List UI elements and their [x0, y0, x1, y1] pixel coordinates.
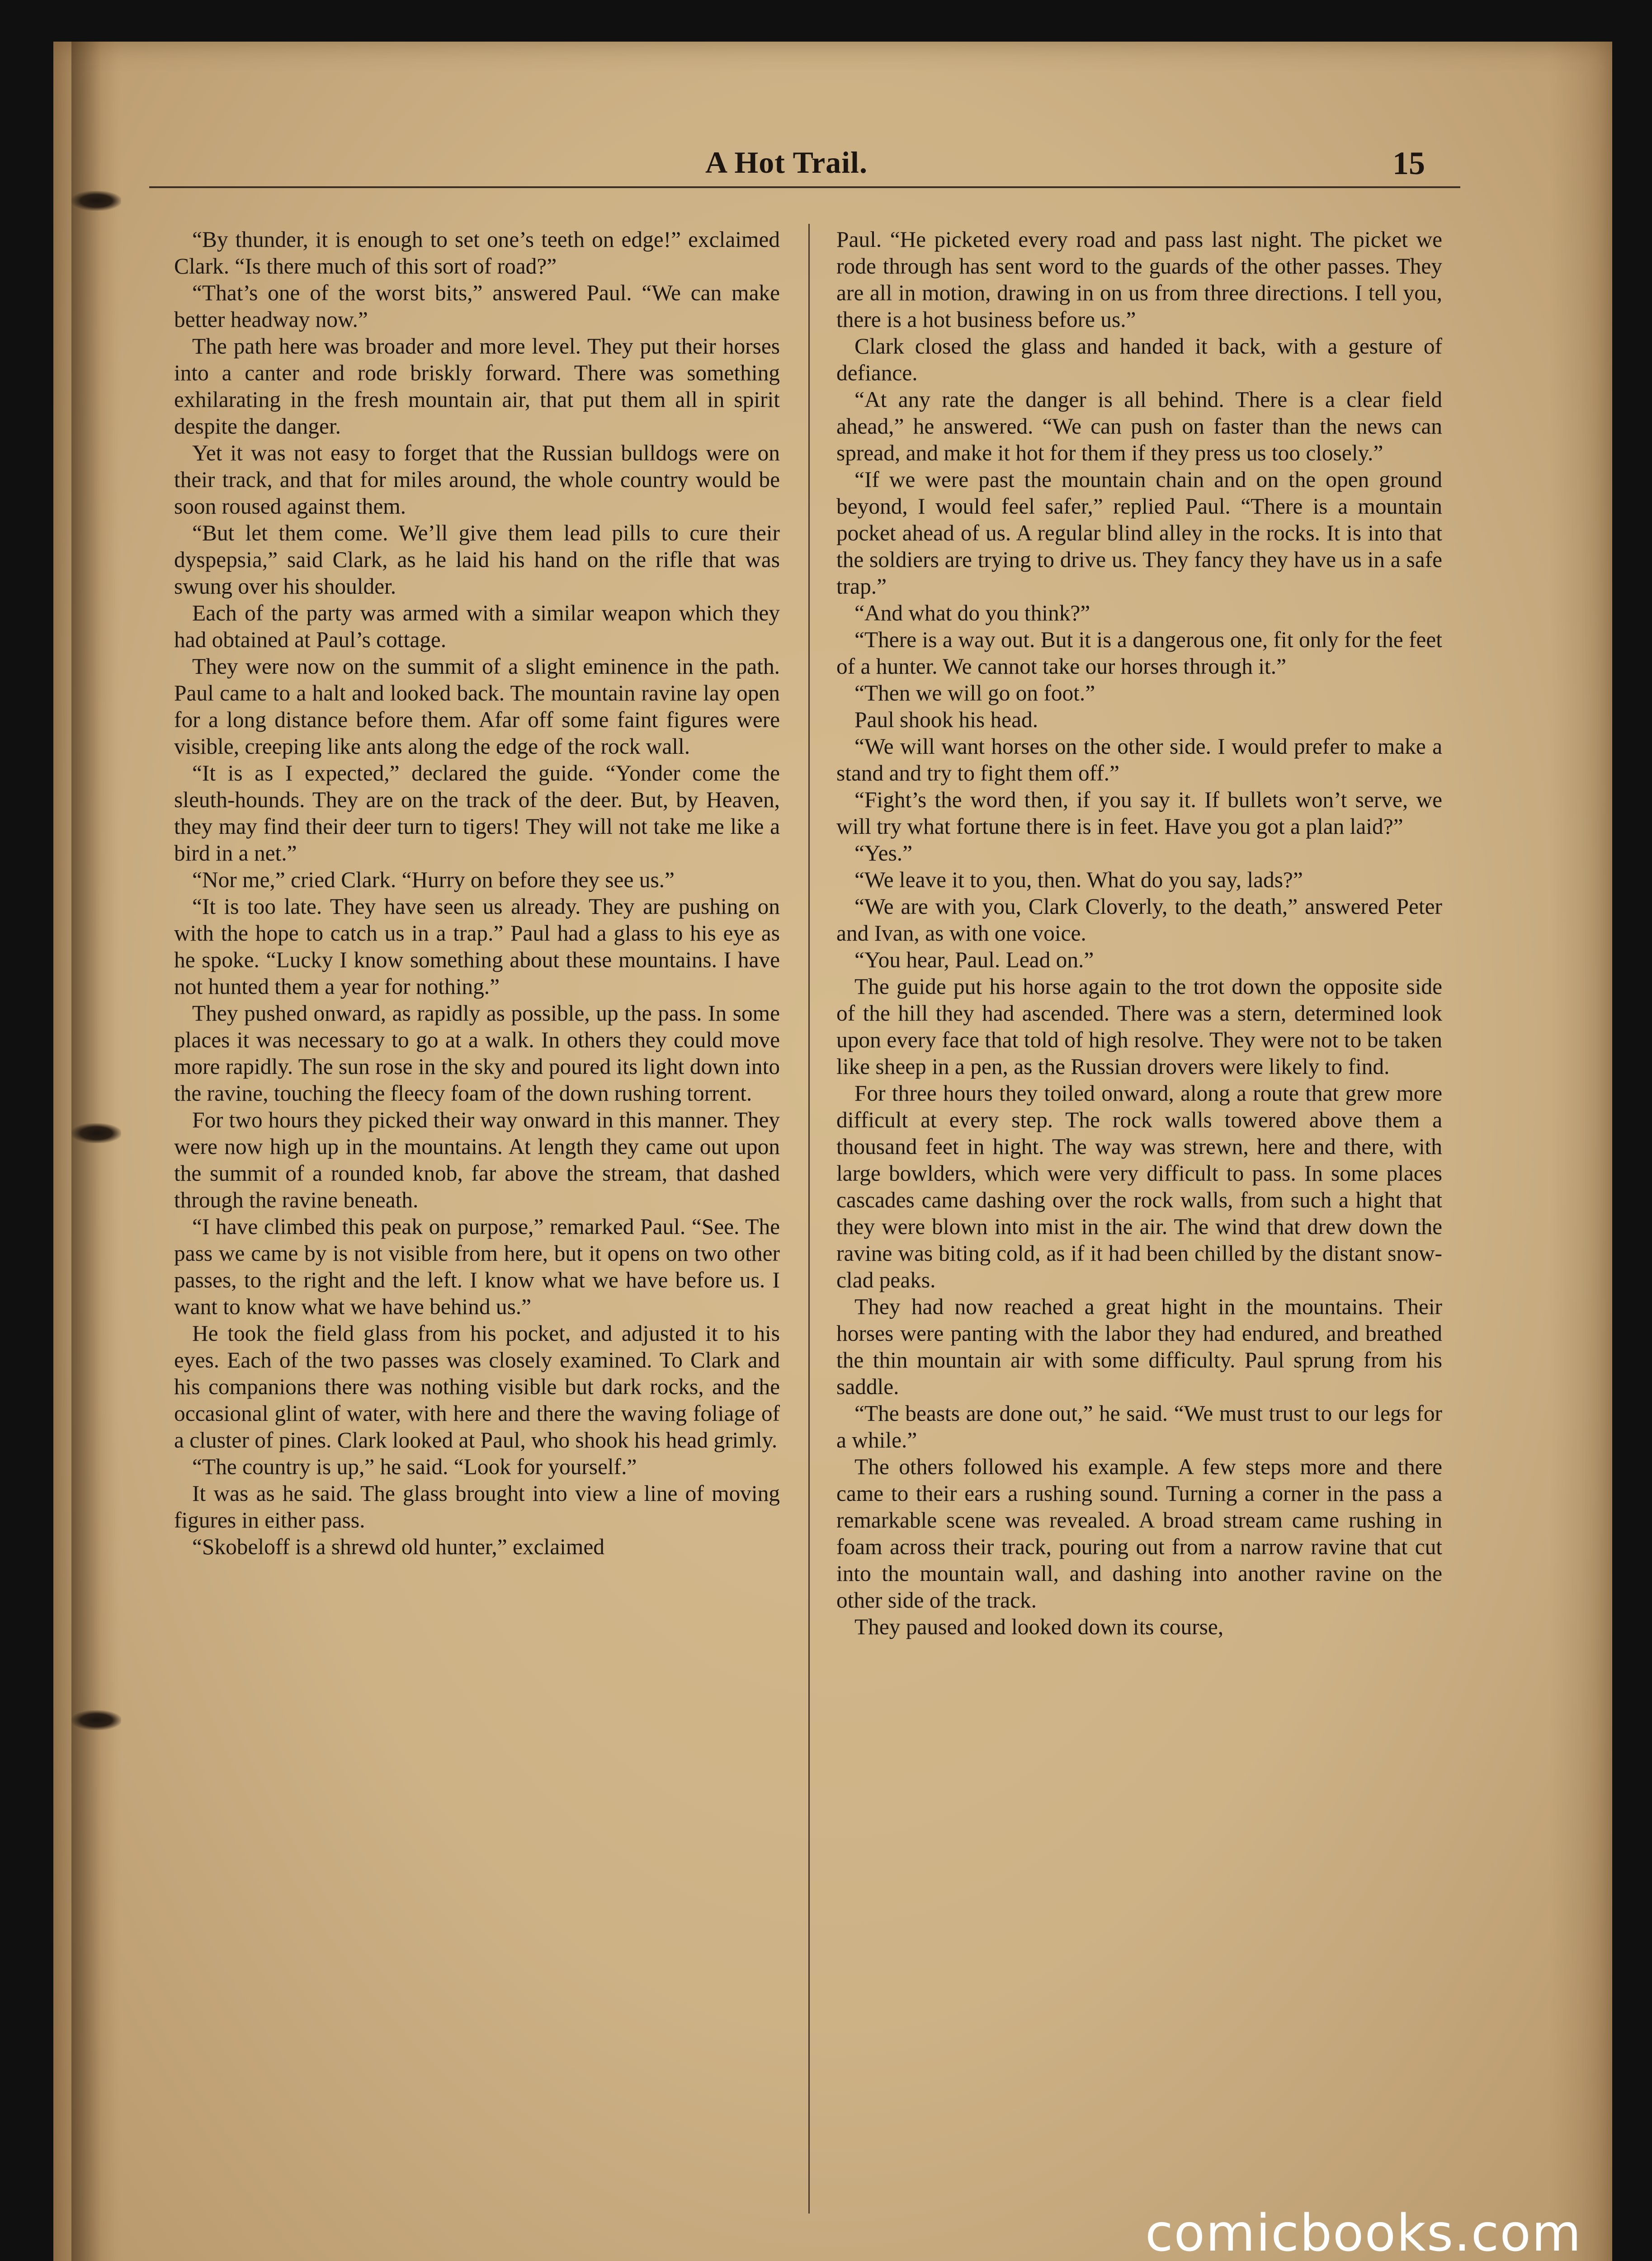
paragraph: “And what do you think?”	[854, 601, 1090, 625]
paragraph: “Skobeloff is a shrewd old hunter,” exclaimed	[192, 1534, 604, 1559]
right-column	[836, 226, 1442, 2216]
running-head: A Hot Trail.	[705, 145, 868, 180]
paragraph: Paul shook his head.	[854, 707, 1038, 732]
paragraph: They were now on the summit of a slight eminence in the path. Paul came to a halt and looked back. The mountain ravine lay open for a long distance before them. Afar off some faint figures were visible, creeping like ants along the edge of the rock wall.	[174, 654, 780, 759]
paragraph: “You hear, Paul. Lead on.”	[854, 947, 1094, 972]
paragraph: “At any rate the danger is all behind. There is a clear field ahead,” he answered. “We can push on faster than the news can spread, and make it hot for them if they press us too closely.”	[836, 387, 1442, 465]
binding-stitch	[71, 1123, 121, 1143]
paragraph: “If we were past the mountain chain and on the open ground beyond, I would feel safer,” replied Paul. “There is a mountain pocket ahead of us. A regular blind alley in the rocks. It is into that the soldiers are trying to drive us. They fancy they have us in a safe trap.”	[836, 467, 1442, 599]
paragraph: “There is a way out. But it is a dangerous one, fit only for the feet of a hunter. We cannot take our horses through it.”	[836, 627, 1442, 679]
left-column	[174, 226, 780, 2216]
paragraph: It was as he said. The glass brought into view a line of moving figures in either pass.	[174, 1481, 780, 1533]
paragraph: “But let them come. We’ll give them lead pills to cure their dyspepsia,” said Clark, as he laid his hand on the rifle that was swung over his shoulder.	[174, 520, 780, 599]
spine-fold	[71, 42, 121, 2261]
page-number: 15	[1392, 145, 1425, 181]
paragraph: “The beasts are done out,” he said. “We must trust to our legs for a while.”	[836, 1401, 1442, 1452]
column-rule	[808, 224, 810, 2214]
paragraph: “We leave it to you, then. What do you say, lads?”	[854, 867, 1303, 892]
paragraph: Yet it was not easy to forget that the Russian bulldogs were on their track, and that for miles around, the whole country would be soon roused against them.	[174, 440, 780, 519]
paragraph: Clark closed the glass and handed it back, with a gesture of defiance.	[836, 334, 1442, 385]
watermark: comicbooks.com	[1145, 2204, 1582, 2261]
paragraph: “Yes.”	[854, 841, 913, 866]
paragraph: Paul. “He picketed every road and pass last night. The picket we rode through has sent word to the guards of the other passes. They are all in motion, drawing in on us from three directions. I tell you, there is a hot business before us.”	[836, 227, 1442, 332]
paragraph: For three hours they toiled onward, along a route that grew more difficult at every step. The rock walls towered above them a thousand feet in hight. The way was strewn, here and there, with large bowlders, which were very difficult to pass. In some places cascades came dashing over the rock walls, from such a hight that they were blown into mist in the air. The wind that drew down the ravine was biting cold, as if it had been chilled by the distant snow-clad peaks.	[836, 1081, 1442, 1292]
paragraph: “The country is up,” he said. “Look for yourself.”	[192, 1454, 637, 1479]
binding-stitch	[71, 191, 121, 211]
paragraph: “Then we will go on foot.”	[854, 681, 1095, 705]
paragraph: “I have climbed this peak on purpose,” remarked Paul. “See. The pass we came by is not visible from here, but it opens on two other passes, to the right and the left. I know what we have before us. I want to know what we have behind us.”	[174, 1214, 780, 1319]
paragraph: “We are with you, Clark Cloverly, to the death,” answered Peter and Ivan, as with one voice.	[836, 894, 1442, 946]
paragraph: “That’s one of the worst bits,” answered Paul. “We can make better headway now.”	[174, 280, 780, 332]
paragraph: The others followed his example. A few steps more and there came to their ears a rushing sound. Turning a corner in the pass a remarkable scene was revealed. A broad stream came rushing in foam across their track, pouring out from a narrow ravine that cut into the mountain wall, and dashing into another ravine on the other side of the track.	[836, 1454, 1442, 1613]
paragraph: “It is as I expected,” declared the guide. “Yonder come the sleuth-hounds. They are on the track of the deer. But, by Heaven, they may find their deer turn to tigers! They will not take me like a bird in a net.”	[174, 761, 780, 866]
paragraph: Each of the party was armed with a similar weapon which they had obtained at Paul’s cottage.	[174, 601, 780, 652]
header-rule	[149, 186, 1460, 188]
paragraph: He took the field glass from his pocket, and adjusted it to his eyes. Each of the two passes was closely examined. To Clark and his companions there was nothing visible but dark rocks, and the occasional glint of water, with here and there the waving foliage of a cluster of pines. Clark looked at Paul, who shook his head grimly.	[174, 1321, 780, 1452]
paragraph: The path here was broader and more level. They put their horses into a canter and rode briskly forward. There was something exhilarating in the fresh mountain air, that put them all in spirit despite the danger.	[174, 334, 780, 439]
paragraph: They paused and looked down its course,	[854, 1614, 1224, 1639]
paragraph: “It is too late. They have seen us already. They are pushing on with the hope to catch us in a trap.” Paul had a glass to his eye as he spoke. “Lucky I know something about these mountains. I have not hunted them a year for nothing.”	[174, 894, 780, 999]
paragraph: They had now reached a great hight in the mountains. Their horses were panting with the labor they had endured, and breathed the thin mountain air with some difficulty. Paul sprung from his saddle.	[836, 1294, 1442, 1399]
binding-stitch	[71, 1710, 121, 1730]
paragraph: “Fight’s the word then, if you say it. If bullets won’t serve, we will try what fortune there is in feet. Have you got a plan laid?”	[836, 787, 1442, 839]
paragraph: They pushed onward, as rapidly as possible, up the pass. In some places it was necessary to go at a walk. In others they could move more rapidly. The sun rose in the sky and poured its light down into the ravine, touching the fleecy foam of the down rushing torrent.	[174, 1001, 780, 1106]
paragraph: For two hours they picked their way onward in this manner. They were now high up in the mountains. At length they came out upon the summit of a rounded knob, far above the stream, that dashed through the ravine beneath.	[174, 1107, 780, 1212]
paragraph: The guide put his horse again to the trot down the opposite side of the hill they had ascended. There was a stern, determined look upon every face that told of high resolve. They were not to be taken like sheep in a pen, as the Russian drovers were likely to find.	[836, 974, 1442, 1079]
paragraph: “By thunder, it is enough to set one’s teeth on edge!” exclaimed Clark. “Is there much of this sort of road?”	[174, 227, 780, 279]
paragraph: “Nor me,” cried Clark. “Hurry on before they see us.”	[192, 867, 675, 892]
paragraph: “We will want horses on the other side. I would prefer to make a stand and try to fight them off.”	[836, 734, 1442, 785]
